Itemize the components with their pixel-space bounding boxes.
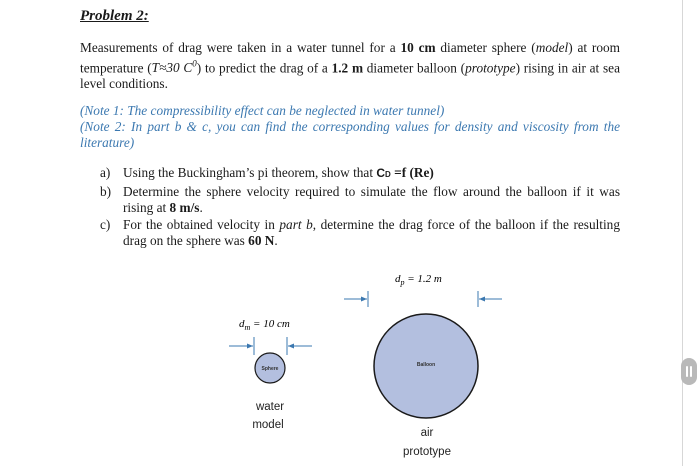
proto-sub: p — [400, 278, 405, 287]
prototype-right-arrow — [478, 291, 502, 307]
intro-text-4: ) to predict the drag of a — [196, 60, 332, 76]
balloon-label: Balloon — [416, 362, 436, 368]
temperature-sup: 0 — [192, 59, 197, 69]
model-dim-label — [239, 318, 290, 332]
model-right-arrow — [287, 337, 312, 355]
question-b-label: b) — [100, 184, 112, 199]
question-b-text: Determine the sphere velocity required to simulate the flow around the balloon if it was rising at — [123, 184, 620, 215]
cd-symbol: C — [376, 166, 386, 180]
prototype-left-arrow — [344, 291, 368, 307]
intro-text-3: ) at room temperature ( — [80, 40, 620, 76]
question-c-end: . — [274, 233, 278, 248]
model-sub: m — [244, 323, 251, 332]
proto-d: d — [395, 273, 401, 285]
sphere-drag: 60 N — [248, 233, 275, 248]
sphere-label: Sphere — [261, 366, 279, 372]
prototype-word: prototype — [465, 60, 516, 76]
intro-text-5: diameter balloon ( — [363, 60, 466, 76]
proto-val: = 1.2 m — [404, 273, 442, 285]
problem-title: Problem 2: — [80, 8, 149, 24]
question-c-label: c) — [100, 217, 111, 232]
cd-subscript: D — [385, 170, 391, 179]
intro-text-2: diameter sphere ( — [435, 40, 536, 55]
cd-function: =f — [390, 165, 410, 180]
intro-text-6: ) rising in air at sea level conditions. — [80, 60, 620, 92]
model-val: = 10 cm — [250, 318, 290, 330]
reynolds: (Re) — [409, 165, 434, 180]
note-1: (Note 1: The compressibility effect can be neglected in water tunnel) — [80, 103, 445, 118]
proto-caption-2: prototype — [403, 446, 451, 458]
question-b-end: . — [199, 200, 203, 215]
prototype-size: 1.2 m — [331, 60, 364, 76]
grip-line-2 — [690, 366, 692, 377]
grip-line-1 — [686, 366, 688, 377]
model-size: 10 cm — [400, 40, 436, 55]
question-c-text-2: , determine the drag force of the balloon if the resulting drag on the sphere was — [123, 217, 620, 248]
intro-text-1: Measurements of drag were taken in a water tunnel for a — [80, 40, 401, 55]
question-a-text: Using the Buckingham’s pi theorem, show that — [123, 165, 377, 180]
note-2: (Note 2: In part b & c, you can find the corresponding values for density and viscosity from the literature) — [80, 119, 620, 150]
prototype-dim-label — [395, 273, 442, 287]
proto-caption-1: air — [420, 427, 434, 439]
part-b-ref: part b — [279, 217, 313, 232]
question-a-label: a) — [100, 165, 111, 180]
temperature-value: T≈30 C — [151, 60, 193, 76]
model-d: d — [239, 318, 245, 330]
scroll-handle[interactable] — [681, 358, 697, 385]
model-caption-1: water — [255, 401, 285, 413]
model-left-arrow — [229, 337, 254, 355]
question-c-text-1: For the obtained velocity in — [123, 217, 280, 232]
rise-speed: 8 m/s — [169, 200, 200, 215]
model-caption-2: model — [252, 419, 284, 431]
model-word: model — [535, 40, 569, 55]
